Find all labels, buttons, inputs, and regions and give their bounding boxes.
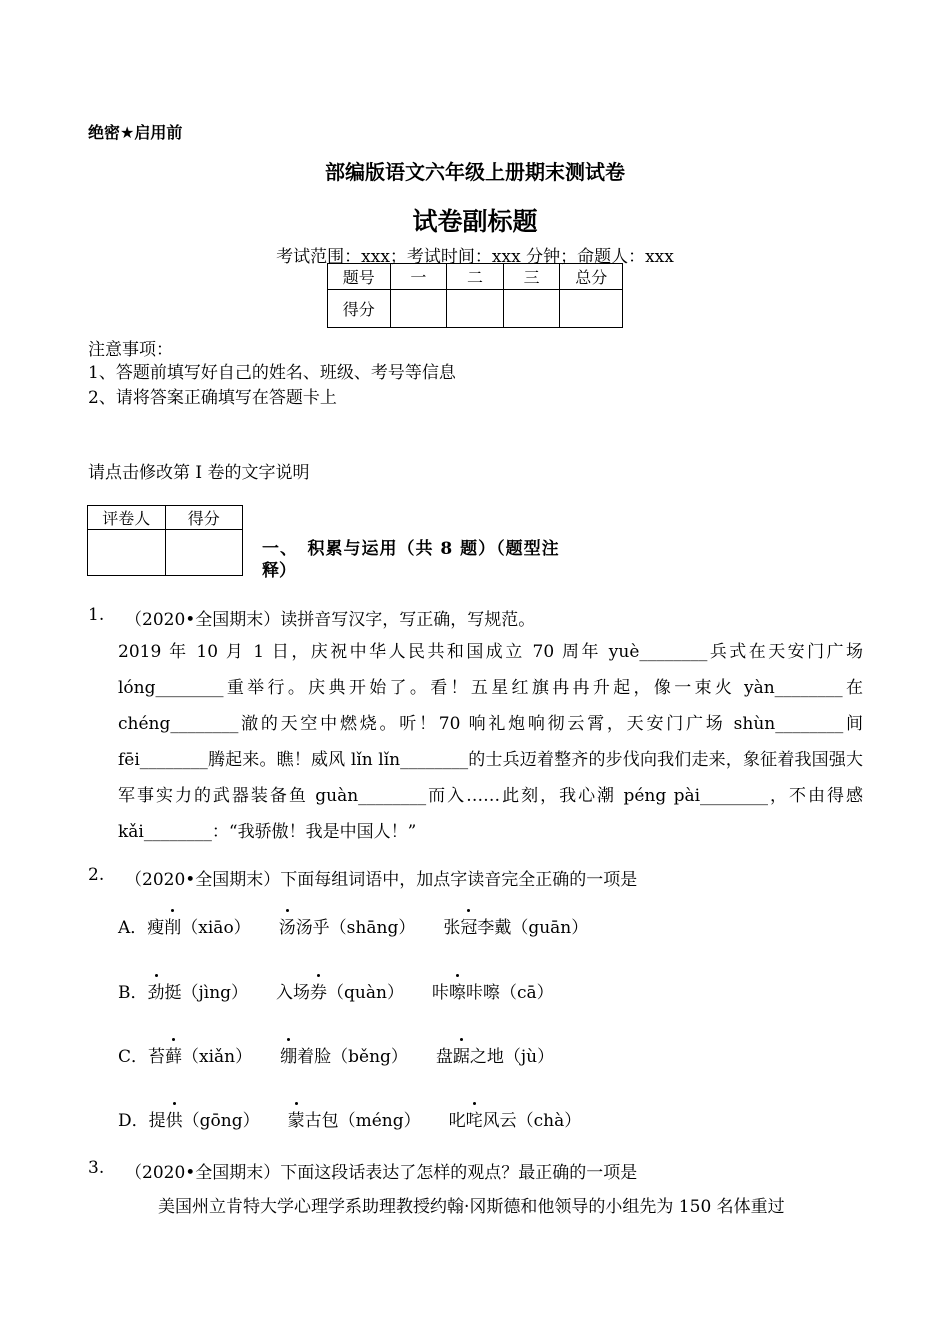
notice-item: 2、请将答案正确填写在答题卡上	[88, 388, 337, 408]
dotted-char: 冠	[460, 913, 477, 938]
option-letter: D．	[118, 1111, 149, 1131]
score-table	[327, 263, 623, 328]
score-cell[interactable]	[503, 290, 560, 328]
score-cell[interactable]	[447, 290, 504, 328]
score-table-header: 三	[503, 264, 560, 290]
dotted-char: 削	[164, 913, 181, 938]
question-number: 2.	[88, 865, 105, 885]
section-heading-cont: 释）	[262, 561, 296, 581]
score-table-header: 一	[390, 264, 447, 290]
exam-info: 考试范围：xxx；考试时间：xxx 分钟；命题人：xxx	[276, 247, 674, 267]
score-cell[interactable]	[390, 290, 447, 328]
grader-cell[interactable]	[165, 530, 243, 576]
option-a[interactable]: A．瘦削（xiāo） 汤汤乎（shāng） 张冠李戴（guān）	[118, 913, 588, 938]
dotted-char: 供	[166, 1106, 183, 1131]
question-number: 3.	[88, 1158, 105, 1178]
secret-label: 绝密★启用前	[88, 123, 183, 142]
question-stem: （2020•全国期末）读拼音写汉字，写正确，写规范。	[125, 610, 536, 630]
question-passage: 2019 年 10 月 1 日，庆祝中华人民共和国成立 70 周年 yuè________兵式在天安门广场 lóng________重举行。庆典开始了。看！五星红旗冉冉升起，像一束火 yàn________在 chéng________澈的天空中燃烧。听！70 响礼炮响彻云霄，天安门广场 shùn________间 fēi________腾起来。瞧！威风 lǐn lǐn________的士兵迈着整齐的步伐向我们走来，象征着我国强大军事实力的武器装备鱼 guàn________而入……此刻，我心潮 péng pài________，不由得感 kǎi________：“我骄傲！我是中国人！”	[118, 642, 863, 842]
dotted-char: 劲	[148, 978, 165, 1003]
option-letter: C．	[118, 1047, 149, 1067]
volume-note[interactable]: 请点击修改第 I 卷的文字说明	[88, 463, 310, 483]
dotted-char: 踞	[453, 1042, 470, 1067]
grader-table-header: 评卷人	[88, 506, 166, 530]
score-table-header: 题号	[328, 264, 391, 290]
option-letter: B．	[118, 983, 148, 1003]
grader-cell[interactable]	[88, 530, 166, 576]
dotted-char: 汤	[279, 913, 296, 938]
dotted-char: 藓	[165, 1042, 182, 1067]
score-table-header: 二	[447, 264, 504, 290]
score-table-header: 总分	[560, 264, 623, 290]
score-cell[interactable]	[560, 290, 623, 328]
dotted-char: 嚓	[449, 978, 466, 1003]
section-heading: 一、 积累与运用（共 8 题）（题型注	[262, 539, 560, 559]
dotted-char: 绷	[280, 1042, 297, 1067]
exam-title: 部编版语文六年级上册期末测试卷	[325, 160, 625, 184]
question-stem: （2020•全国期末）下面这段话表达了怎样的观点？最正确的一项是	[125, 1163, 638, 1183]
question-number: 1.	[88, 605, 105, 625]
question-passage: 美国州立肯特大学心理学系助理教授约翰·冈斯德和他领导的小组先为 150 名体重过	[158, 1197, 785, 1217]
notice-heading: 注意事项：	[88, 340, 173, 360]
option-c[interactable]: C．苔藓（xiǎn） 绷着脸（běng） 盘踞之地（jù）	[118, 1042, 554, 1067]
notice-item: 1、答题前填写好自己的姓名、班级、考号等信息	[88, 363, 456, 383]
dotted-char: 蒙	[288, 1106, 305, 1131]
dotted-char: 咤	[466, 1106, 483, 1131]
grader-table-header: 得分	[165, 506, 243, 530]
option-letter: A．	[118, 918, 148, 938]
exam-subtitle: 试卷副标题	[412, 207, 538, 236]
option-b[interactable]: B．劲挺（jìng） 入场券（quàn） 咔嚓咔嚓（cā）	[118, 978, 554, 1003]
score-row-label: 得分	[328, 290, 391, 328]
dotted-char: 券	[310, 978, 327, 1003]
option-d[interactable]: D．提供（gōng） 蒙古包（méng） 叱咤风云（chà）	[118, 1106, 581, 1131]
question-stem: （2020•全国期末）下面每组词语中，加点字读音完全正确的一项是	[125, 870, 638, 890]
grader-table	[87, 505, 243, 576]
